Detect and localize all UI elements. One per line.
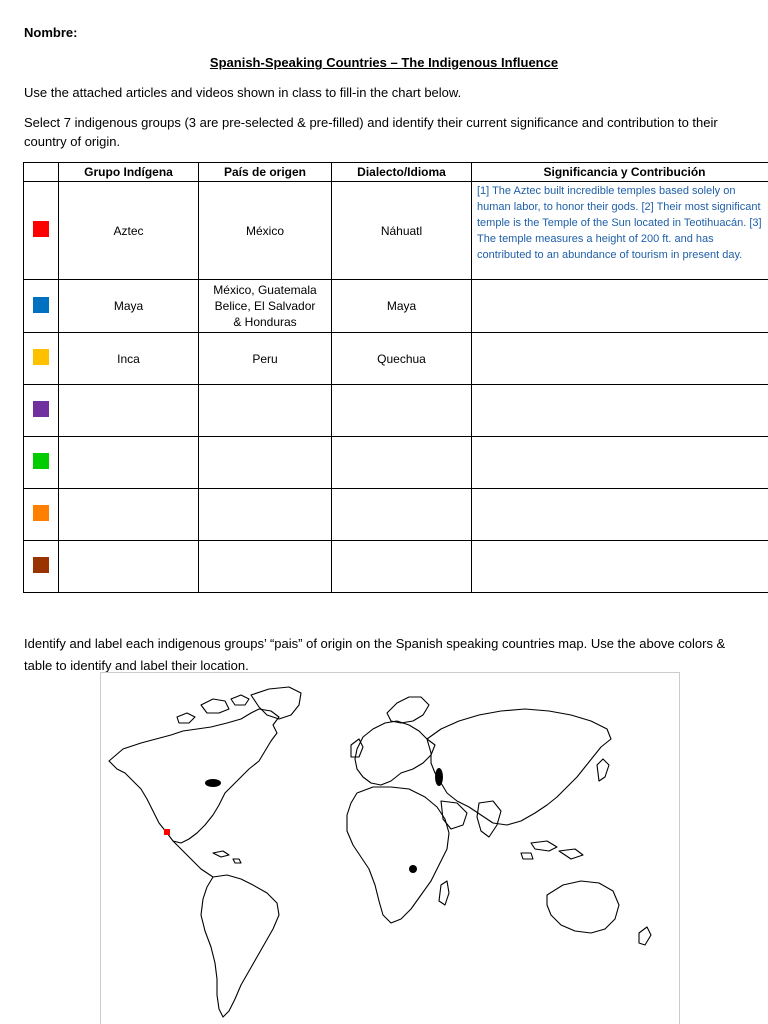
pais-cell[interactable] — [199, 333, 332, 385]
header-grupo-indigena: Grupo Indígena — [59, 163, 199, 182]
color-swatch — [33, 221, 49, 237]
grupo-cell-text: Inca — [117, 351, 140, 366]
idioma-cell[interactable] — [332, 280, 472, 333]
asia-outline — [427, 709, 611, 825]
color-cell — [24, 333, 59, 385]
significancia-cell[interactable] — [472, 541, 768, 593]
significancia-cell[interactable] — [472, 489, 768, 541]
grupo-cell-text: Maya — [113, 299, 144, 313]
idioma-cell[interactable] — [332, 385, 472, 437]
table-row — [24, 437, 768, 489]
india-outline — [477, 801, 501, 837]
color-swatch — [33, 349, 49, 365]
table-row — [24, 333, 768, 385]
color-cell — [24, 437, 59, 489]
table-header-row — [24, 163, 768, 182]
significancia-text: [1] The Aztec built incredible temples based solely on human labor, to honor their gods. [2] Their most significant temple is the Temple of the Sun located in Teotihuacán. [3] The temple measures a height of 200 ft. and has contributed to an abundance of tourism in present day. — [477, 185, 762, 261]
grupo-cell[interactable] — [59, 182, 199, 280]
pais-cell[interactable] — [199, 182, 332, 280]
great-lakes — [205, 779, 221, 787]
idioma-cell[interactable] — [332, 541, 472, 593]
significancia-cell[interactable] — [472, 182, 768, 280]
header-pais-de-origen: País de origen — [199, 163, 332, 182]
color-swatch — [33, 453, 49, 469]
grupo-cell[interactable] — [59, 280, 199, 333]
grupo-cell[interactable] — [59, 333, 199, 385]
pais-cell[interactable] — [199, 385, 332, 437]
color-swatch — [33, 505, 49, 521]
idioma-cell[interactable] — [332, 333, 472, 385]
pais-cell[interactable] — [199, 437, 332, 489]
idioma-cell-text: Náhuatl — [380, 223, 423, 238]
color-swatch — [33, 557, 49, 573]
map-instruction: Identify and label each indigenous groups’ “pais” of origin on the Spanish speaking countries map. Use the above colors & table to identify and label their location. — [24, 636, 726, 673]
color-cell — [24, 385, 59, 437]
grupo-cell[interactable] — [59, 541, 199, 593]
grupo-cell[interactable] — [59, 489, 199, 541]
south-america-outline — [201, 875, 279, 1017]
idioma-cell[interactable] — [332, 437, 472, 489]
japan-outline — [597, 759, 609, 781]
aztec-location-marker — [164, 829, 170, 835]
color-cell — [24, 280, 59, 333]
world-map — [100, 672, 680, 1024]
significancia-cell[interactable] — [472, 385, 768, 437]
header-color — [24, 163, 59, 182]
significancia-cell[interactable] — [472, 333, 768, 385]
idioma-cell[interactable] — [332, 182, 472, 280]
pais-cell-text: México — [245, 223, 284, 238]
caribbean-islands — [213, 851, 241, 863]
indigenous-groups-table — [23, 162, 768, 593]
idioma-cell-text: Quechua — [377, 351, 426, 366]
nombre-label: Nombre: — [24, 25, 78, 40]
table-row — [24, 280, 768, 333]
pais-cell[interactable] — [199, 489, 332, 541]
caspian-sea — [435, 768, 443, 786]
header-significancia: Significancia y Contribución — [472, 163, 768, 182]
page-title — [0, 55, 768, 70]
color-cell — [24, 182, 59, 280]
page-title-text: Spanish-Speaking Countries – The Indigenous Influence — [209, 55, 559, 70]
color-swatch — [33, 401, 49, 417]
instruction-1: Use the attached articles and videos shown in class to fill-in the chart below. — [24, 85, 462, 100]
significancia-cell[interactable] — [472, 437, 768, 489]
significancia-cell[interactable] — [472, 280, 768, 333]
north-america-outline — [109, 709, 279, 843]
australia-outline — [547, 881, 619, 933]
lake-victoria — [409, 865, 417, 873]
southeast-asia-islands — [521, 841, 583, 859]
canada-islands — [177, 695, 249, 723]
central-america-outline — [173, 841, 213, 877]
pais-cell-text: México, Guatemala Belice, El Salvador & Honduras — [213, 283, 317, 329]
grupo-cell[interactable] — [59, 437, 199, 489]
africa-outline — [347, 787, 449, 923]
table-row — [24, 385, 768, 437]
instruction-2: Select 7 indigenous groups (3 are pre-selected & pre-filled) and identify their current significance and contribution to their country of origin. — [24, 115, 718, 149]
table-row — [24, 182, 768, 280]
header-dialecto-idioma: Dialecto/Idioma — [332, 163, 472, 182]
grupo-cell-text: Aztec — [113, 223, 144, 238]
madagascar-outline — [439, 881, 449, 905]
table-row — [24, 489, 768, 541]
color-cell — [24, 489, 59, 541]
world-map-outline — [101, 673, 680, 1024]
pais-cell[interactable] — [199, 541, 332, 593]
table-row — [24, 541, 768, 593]
scandinavia-outline — [387, 697, 429, 723]
color-swatch — [33, 297, 49, 313]
grupo-cell[interactable] — [59, 385, 199, 437]
color-cell — [24, 541, 59, 593]
new-zealand-outline — [639, 927, 651, 945]
pais-cell-text: Peru — [252, 351, 278, 366]
arabia-outline — [441, 801, 467, 829]
pais-cell[interactable] — [199, 280, 332, 333]
idioma-cell-text: Maya — [386, 299, 417, 313]
idioma-cell[interactable] — [332, 489, 472, 541]
europe-outline — [355, 721, 435, 785]
